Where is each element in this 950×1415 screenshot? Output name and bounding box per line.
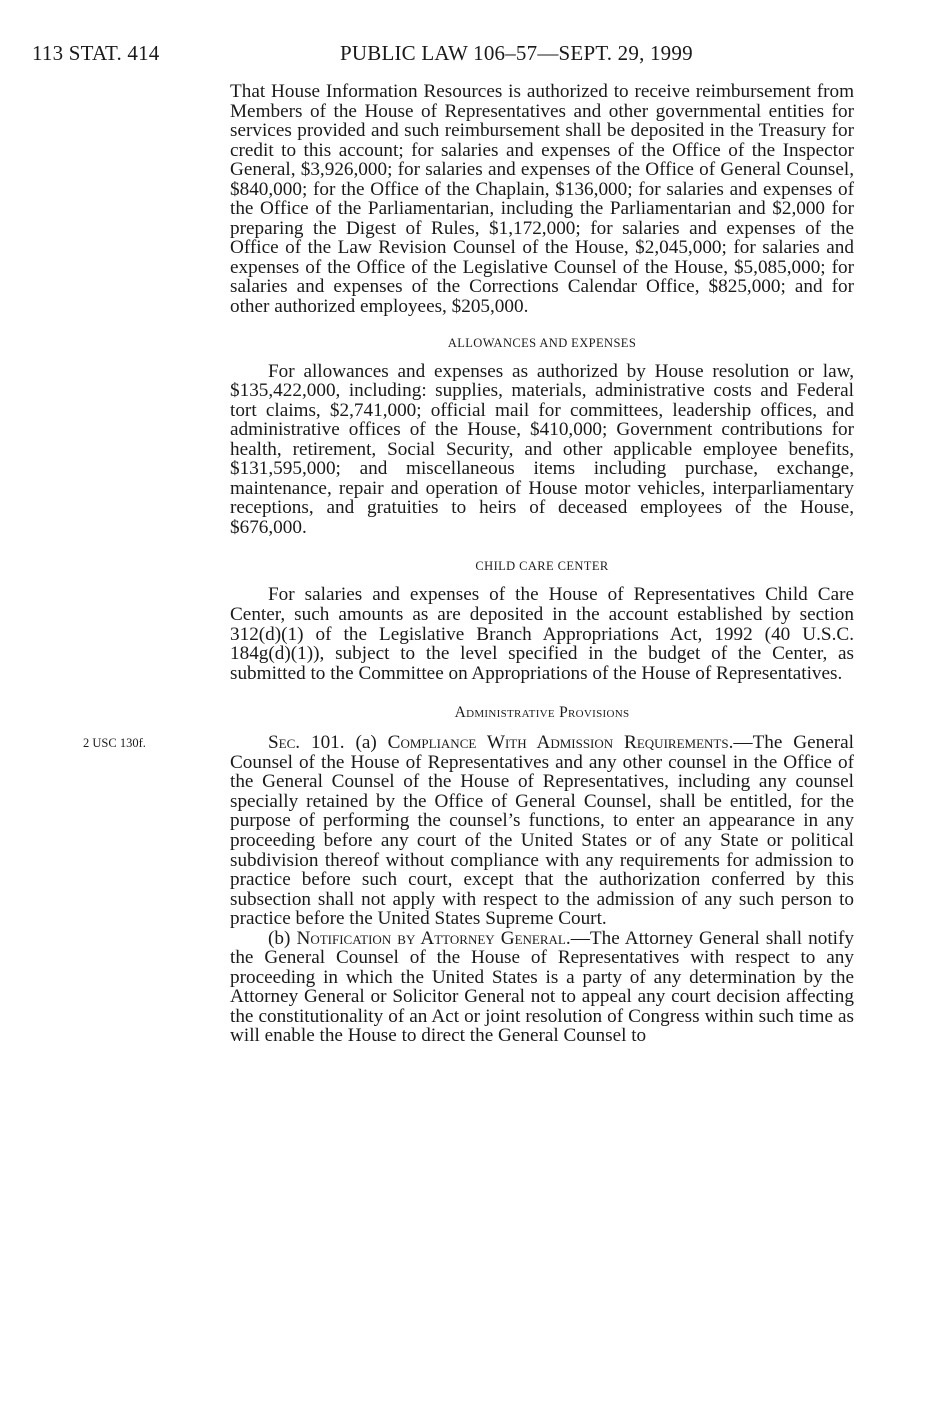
section-101 (83, 732, 855, 1047)
subsection-a-title: Compliance With Admission Requirements. (387, 732, 734, 754)
section-label: Sec. 101. (268, 732, 345, 754)
heading-allowances-and-expenses: ALLOWANCES AND EXPENSES (447, 335, 637, 350)
subsection-b-text: The Attorney General shall notify the General Counsel of the House of Representatives with respect to any proceeding in which the United States is a party of any determination by the Attorney General or Solicitor General not to appeal any court decision affecting the constitutionality of an Act or joint resolution of Congress within such time as will enable the House to direct the General Counsel to (230, 927, 854, 1047)
subsection-a-label: (a) (355, 732, 377, 754)
section-101-subsection-b: (b) Notification by Attorney General.—The Attorney General shall notify the General Counsel of the House of Representatives with respect to any proceeding in which the United States is a party of any determination by the Attorney General or Solicitor General not to appeal any court decision affecting the constitutionality of an Act or joint resolution of Congress within such time as will enable the House to direct the General Counsel to (230, 927, 854, 1047)
margin-citation: 2 USC 130f. (83, 736, 146, 751)
subsection-b-title: Notification by Attorney General. (296, 927, 571, 949)
heading-child-care-center: CHILD CARE CENTER (475, 559, 609, 574)
paragraph-continuation: That House Information Resources is authorized to receive reimbursement from Members of the House of Representatives and other governmental entities for services provided and such reimbursement shall be deposited in the Treasury for credit to this account; for salaries and expenses of the Office of the Inspector General, $3,926,000; for salaries and expenses of the Office of General Counsel, $840,000; for the Office of the Chaplain, $136,000; for salaries and expenses of the Office of the Parliamentarian, including the Parliamentarian and $2,000 for preparing the Digest of Rules, $1,172,000; for salaries and expenses of the Office of the Law Revision Counsel of the House, $2,045,000; for salaries and expenses of the Office of the Legislative Counsel of the House, $5,085,000; for salaries and expenses of the Corrections Calendar Office, $825,000; and for other authorized employees, $205,000. (230, 81, 854, 318)
body-column (83, 81, 855, 1047)
paragraph-child-care: For salaries and expenses of the House of Representatives Child Care Center, such amounts as are deposited in the account established by section 312(d)(1) of the Legislative Branch Appropriations Act, 1992 (40 U.S.C. 184g(d)(1)), subject to the level specified in the budget of the Center, as submitted to the Committee on Appropriations of the House of Representatives. (230, 584, 854, 684)
subsection-a-text: The General Counsel of the House of Representatives and any other counsel in the Office of the General Counsel of the House of Representatives, including any counsel specially retained by the Office of General Counsel, shall be entitled, for the purpose of performing the counsel’s functions, to enter an appearance in any proceeding before any court of the United States or of any State or political subdivision thereof without compliance with any requirements for admission to practice before such court, except that the authorization conferred by this subsection shall not apply with respect to the admission of any such person to practice before the United States Supreme Court. (230, 732, 855, 930)
paragraph-allowances: For allowances and expenses as authorized by House resolution or law, $135,422,000, including: supplies, materials, administrative costs and Federal tort claims, $2,741,000; official mail for committees, leadership offices, and administrative offices of the House, $410,000; Government contributions for health, retirement, Social Security, and other applicable employee benefits, $131,595,000; and miscellaneous items including purchase, exchange, maintenance, repair and operation of House motor vehicles, interparliamentary receptions, and gratuities to heirs of deceased employees of the House, $676,000. (230, 360, 854, 538)
public-law-date: PUBLIC LAW 106–57—SEPT. 29, 1999 (340, 41, 693, 65)
page-number: 113 STAT. 414 (32, 41, 160, 65)
section-101-subsection-a: Sec. 101. (a) Compliance With Admission Requirements.—The General Counsel of the House of Representatives and any other counsel in the Office of the General Counsel of the House of Representatives, including any counsel specially retained by the Office of General Counsel, shall be entitled, for the purpose of performing the counsel’s functions, to enter an appearance in any proceeding before any court of the United States or of any State or political subdivision thereof without compliance with any requirements for admission to practice before such court, except that the authorization conferred by this subsection shall not apply with respect to the admission of any such person to practice before the United States Supreme Court. (230, 732, 855, 930)
heading-administrative-provisions: Administrative Provisions (454, 704, 630, 722)
subsection-b-label: (b) (268, 927, 291, 949)
running-head (32, 38, 852, 68)
